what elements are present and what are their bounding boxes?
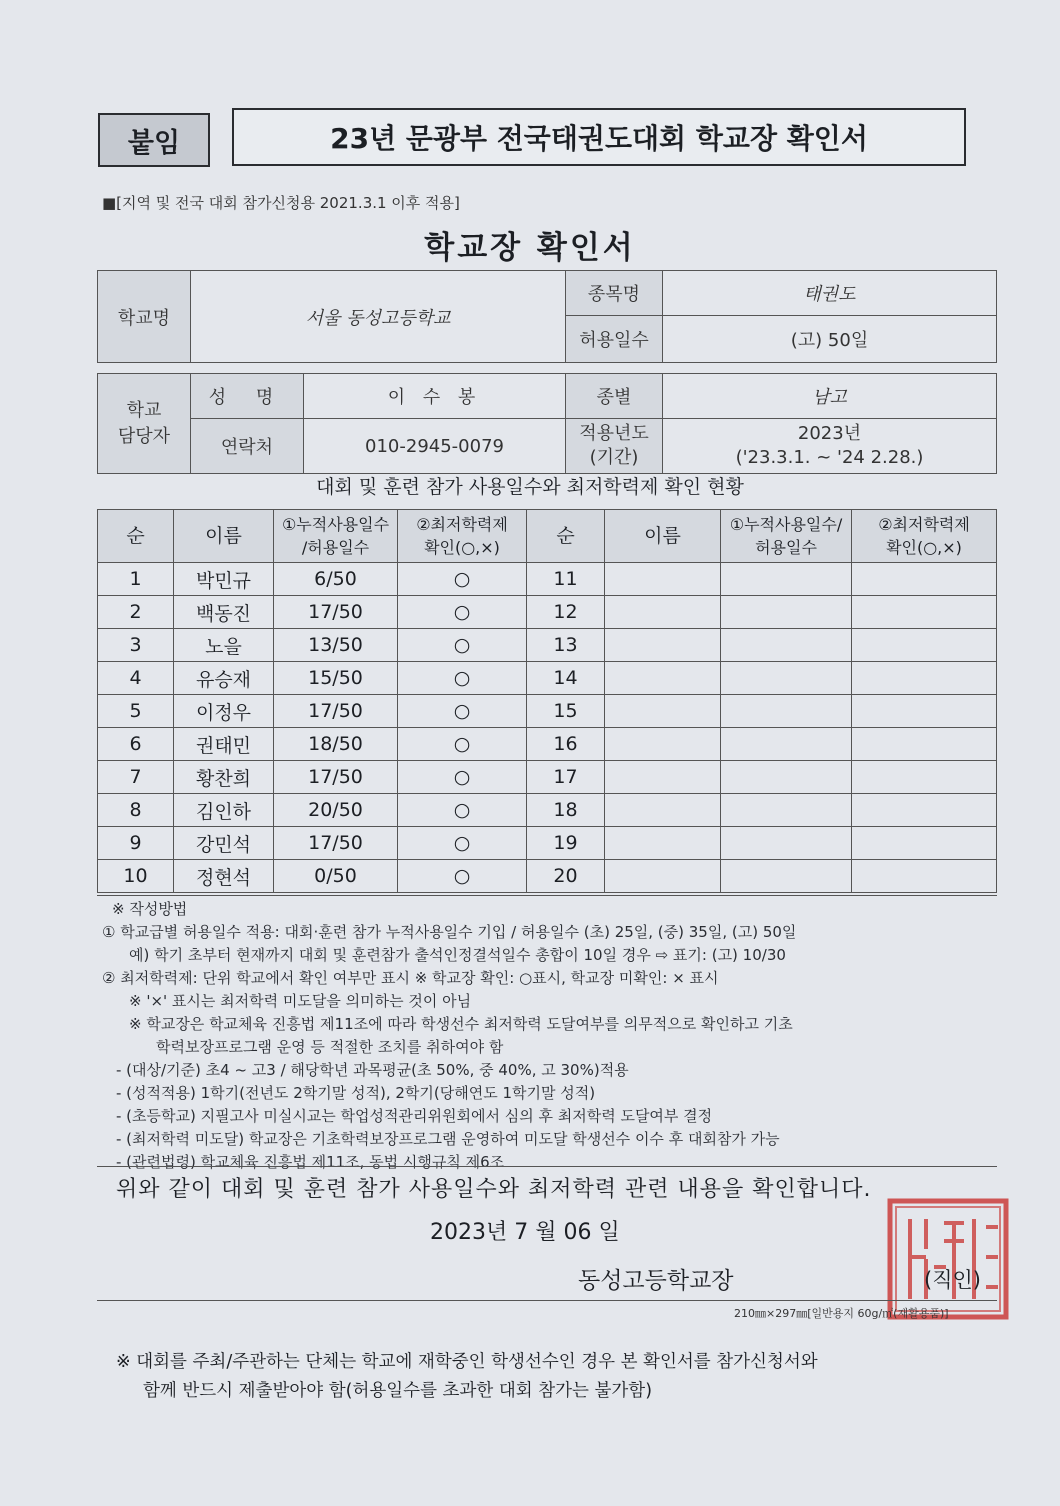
check-cell: ○ <box>398 563 527 596</box>
used-days-cell: 6/50 <box>274 563 398 596</box>
applicability-note: ■[지역 및 전국 대회 참가신청용 2021.3.1 이후 적용] <box>102 194 460 212</box>
used-days-cell-2 <box>721 860 852 893</box>
table-row <box>98 629 997 662</box>
check-cell-2 <box>852 761 997 794</box>
check-cell-2 <box>852 629 997 662</box>
year-value: 2023년 <box>797 423 862 444</box>
check-cell-2 <box>852 662 997 695</box>
paper-spec-note: 210㎜×297㎜[일반용지 60g/㎡(재활용품)] <box>734 1307 949 1320</box>
used-days-cell: 18/50 <box>274 728 398 761</box>
used-days-cell-2 <box>721 761 852 794</box>
col-name-2: 이름 <box>605 510 721 563</box>
seq-cell-2: 17 <box>527 761 605 794</box>
used-days-cell: 13/50 <box>274 629 398 662</box>
footer-line: ※ 대회를 주최/주관하는 단체는 학교에 재학중인 학생선수인 경우 본 확인서를 참가신청서와 <box>116 1352 818 1372</box>
instruction-line: - (대상/기준) 초4 ~ 고3 / 해당학년 과목평균(초 50%, 중 40%, 고 30%)적용 <box>116 1061 629 1079</box>
used-days-cell: 17/50 <box>274 695 398 728</box>
col-days: ①누적사용일수 /허용일수 <box>274 510 398 563</box>
check-cell: ○ <box>398 662 527 695</box>
student-name-cell-2 <box>605 827 721 860</box>
seq-cell-2: 12 <box>527 596 605 629</box>
col-seq-2: 순 <box>527 510 605 563</box>
table-row <box>98 827 997 860</box>
instruction-line: - (관련법령) 학교체육 진흥법 제11조, 동법 시행규칙 제6조 <box>116 1153 505 1171</box>
student-name-cell-2 <box>605 860 721 893</box>
contact-value: 010-2945-0079 <box>304 419 566 474</box>
student-name-cell: 유승재 <box>174 662 274 695</box>
seq-cell: 1 <box>98 563 174 596</box>
student-name-cell: 박민규 <box>174 563 274 596</box>
name-value: 이 수 봉 <box>304 374 566 419</box>
check-cell: ○ <box>398 728 527 761</box>
seq-cell: 2 <box>98 596 174 629</box>
used-days-cell: 20/50 <box>274 794 398 827</box>
check-cell-2 <box>852 728 997 761</box>
table-row <box>98 860 997 893</box>
seq-cell: 7 <box>98 761 174 794</box>
roster-table <box>97 509 997 893</box>
event-label: 종목명 <box>566 271 663 316</box>
check-cell-2 <box>852 860 997 893</box>
principal-name: 동성고등학교장 <box>578 1268 734 1294</box>
used-days-cell-2 <box>721 827 852 860</box>
check-cell-2 <box>852 827 997 860</box>
seq-cell: 9 <box>98 827 174 860</box>
used-days-cell: 17/50 <box>274 596 398 629</box>
period-value: ('23.3.1. ~ '24 2.28.) <box>735 447 924 468</box>
seq-cell-2: 13 <box>527 629 605 662</box>
seq-cell-2: 18 <box>527 794 605 827</box>
instruction-line: ② 최저학력제: 단위 학교에서 확인 여부만 표시 ※ 학교장 확인: ○표시, 학교장 미확인: × 표시 <box>102 969 719 987</box>
check-cell: ○ <box>398 629 527 662</box>
student-name-cell-2 <box>605 761 721 794</box>
school-label: 학교명 <box>98 271 191 363</box>
check-cell-2 <box>852 695 997 728</box>
info-table <box>97 270 997 474</box>
check-cell: ○ <box>398 596 527 629</box>
student-name-cell-2 <box>605 596 721 629</box>
check-cell-2 <box>852 596 997 629</box>
used-days-cell-2 <box>721 728 852 761</box>
instruction-line: ※ 작성방법 <box>112 900 188 918</box>
writing-instructions <box>102 898 1002 1174</box>
used-days-cell: 0/50 <box>274 860 398 893</box>
instruction-line: ① 학교급별 허용일수 적용: 대회·훈련 참가 누적사용일수 기입 / 허용일수 (초) 25일, (중) 35일, (고) 50일 <box>102 923 797 941</box>
used-days-cell: 17/50 <box>274 827 398 860</box>
seal-label: (직인) <box>924 1268 981 1292</box>
instruction-line: 예) 학기 초부터 현재까지 대회 및 훈련참가 출석인정결석일수 총합이 10일 경우 ⇨ 표기: (고) 10/30 <box>129 946 786 964</box>
instruction-line: ※ '×' 표시는 최저학력 미도달을 의미하는 것이 아님 <box>129 992 472 1010</box>
year-label: 적용년도 (기간) <box>566 419 663 474</box>
used-days-cell-2 <box>721 629 852 662</box>
roster-body <box>98 563 997 893</box>
seq-cell-2: 16 <box>527 728 605 761</box>
seq-cell-2: 15 <box>527 695 605 728</box>
category-value: 남고 <box>663 374 997 419</box>
student-name-cell-2 <box>605 563 721 596</box>
seq-cell: 4 <box>98 662 174 695</box>
student-name-cell-2 <box>605 728 721 761</box>
check-cell: ○ <box>398 827 527 860</box>
instruction-line: - (초등학교) 지필고사 미실시교는 학업성적관리위원회에서 심의 후 최저학력 도달여부 결정 <box>116 1107 713 1125</box>
student-name-cell: 백동진 <box>174 596 274 629</box>
col-name: 이름 <box>174 510 274 563</box>
official-seal-icon <box>886 1197 1010 1321</box>
check-cell-2 <box>852 794 997 827</box>
seq-cell-2: 19 <box>527 827 605 860</box>
col-check-2: ②최저학력제 확인(○,×) <box>852 510 997 563</box>
used-days-cell-2 <box>721 563 852 596</box>
school-value: 서울 동성고등학교 <box>191 271 566 363</box>
category-label: 종별 <box>566 374 663 419</box>
name-label: 성 명 <box>191 374 304 419</box>
check-cell: ○ <box>398 761 527 794</box>
instruction-line: 학력보장프로그램 운영 등 적절한 조치를 취하여야 함 <box>156 1038 504 1056</box>
table-row <box>98 563 997 596</box>
student-name-cell: 노을 <box>174 629 274 662</box>
event-value: 태권도 <box>663 271 997 316</box>
student-name-cell: 김인하 <box>174 794 274 827</box>
student-name-cell: 권태민 <box>174 728 274 761</box>
student-name-cell: 황찬희 <box>174 761 274 794</box>
attachment-tag: 붙임 <box>98 113 210 167</box>
used-days-cell-2 <box>721 695 852 728</box>
seq-cell: 6 <box>98 728 174 761</box>
manager-label: 학교 담당자 <box>98 374 191 474</box>
seq-cell-2: 20 <box>527 860 605 893</box>
status-heading: 대회 및 훈련 참가 사용일수와 최저학력제 확인 현황 <box>316 476 744 498</box>
table-row <box>98 794 997 827</box>
table-row <box>98 596 997 629</box>
col-days-2: ①누적사용일수/ 허용일수 <box>721 510 852 563</box>
allowed-days-value: (고) 50일 <box>663 316 997 363</box>
student-name-cell: 정현석 <box>174 860 274 893</box>
seq-cell: 8 <box>98 794 174 827</box>
check-cell: ○ <box>398 860 527 893</box>
seq-cell-2: 11 <box>527 563 605 596</box>
instruction-line: - (최저학력 미도달) 학교장은 기초학력보장프로그램 운영하여 미도달 학생선수 이수 후 대회참가 가능 <box>116 1130 780 1148</box>
seq-cell-2: 14 <box>527 662 605 695</box>
allowed-days-label: 허용일수 <box>566 316 663 363</box>
footer-note <box>116 1348 818 1406</box>
student-name-cell-2 <box>605 794 721 827</box>
student-name-cell-2 <box>605 662 721 695</box>
notes-bottom-rule <box>97 1166 997 1167</box>
document-title: 학교장 확인서 <box>424 230 636 266</box>
confirm-statement: 위와 같이 대회 및 훈련 참가 사용일수와 최저학력 관련 내용을 확인합니다. <box>116 1177 872 1202</box>
check-cell: ○ <box>398 695 527 728</box>
used-days-cell: 17/50 <box>274 761 398 794</box>
table-row <box>98 662 997 695</box>
used-days-cell-2 <box>721 794 852 827</box>
contact-label: 연락처 <box>191 419 304 474</box>
seq-cell: 3 <box>98 629 174 662</box>
table-row <box>98 695 997 728</box>
instruction-line: ※ 학교장은 학교체육 진흥법 제11조에 따라 학생선수 최저학력 도달여부를 의무적으로 확인하고 기초 <box>129 1015 793 1033</box>
col-check: ②최저학력제 확인(○,×) <box>398 510 527 563</box>
student-name-cell-2 <box>605 695 721 728</box>
signature-rule <box>97 1300 997 1301</box>
table-row <box>98 761 997 794</box>
used-days-cell-2 <box>721 596 852 629</box>
table-row <box>98 728 997 761</box>
col-seq: 순 <box>98 510 174 563</box>
issue-date: 2023년 7 월 06 일 <box>430 1220 620 1245</box>
instruction-line: - (성적적용) 1학기(전년도 2학기말 성적), 2학기(당해연도 1학기말 성적) <box>116 1084 596 1102</box>
check-cell: ○ <box>398 794 527 827</box>
check-cell-2 <box>852 563 997 596</box>
year-cell <box>663 419 997 474</box>
notes-top-rule <box>97 895 997 896</box>
page-title: 23년 문광부 전국태권도대회 학교장 확인서 <box>232 108 966 166</box>
used-days-cell: 15/50 <box>274 662 398 695</box>
seq-cell: 5 <box>98 695 174 728</box>
student-name-cell: 강민석 <box>174 827 274 860</box>
used-days-cell-2 <box>721 662 852 695</box>
student-name-cell-2 <box>605 629 721 662</box>
student-name-cell: 이정우 <box>174 695 274 728</box>
footer-line: 함께 반드시 제출받아야 함(허용일수를 초과한 대회 참가는 불가함) <box>143 1381 653 1401</box>
seq-cell: 10 <box>98 860 174 893</box>
